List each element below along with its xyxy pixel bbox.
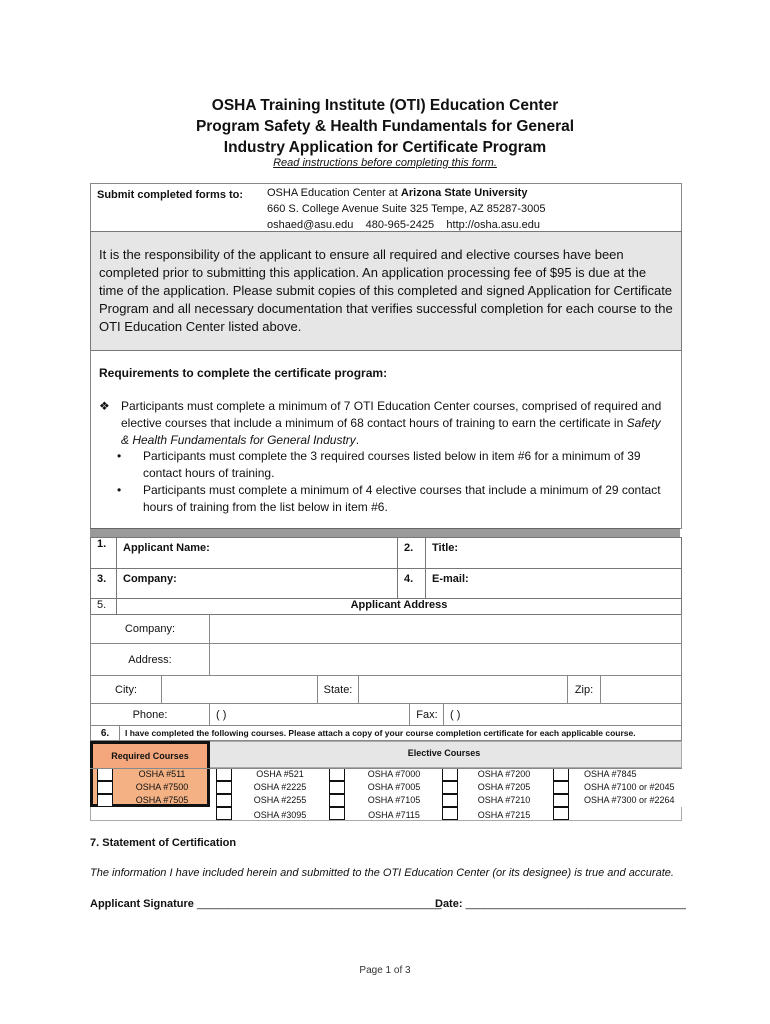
course-osha-2255: OSHA #2255 — [253, 795, 307, 805]
fax-label: Fax: — [411, 704, 444, 725]
university-name: Arizona State University — [400, 187, 528, 199]
submit-address — [267, 185, 545, 233]
certificate-name: Safety & Health Fundamentals for General Industry — [121, 416, 661, 447]
course-osha-7505: OSHA #7505 — [135, 795, 189, 805]
courses-grid-line — [90, 768, 682, 769]
phone-label: Phone: — [91, 704, 210, 725]
city-input[interactable] — [162, 676, 318, 703]
title-line-3: Industry Application for Certificate Program — [223, 139, 547, 156]
address-street-label: Address: — [91, 644, 210, 675]
requirement-main: ❖ Participants must complete a minimum of 7 OTI Education Center courses, comprised of required and elective courses that include a minimum of 68 contact hours of training to earn the certificate in Safety & Health Fundamentals for General Industry. — [99, 399, 662, 447]
city-label: City: — [91, 676, 162, 703]
checkbox-osha-7200[interactable] — [442, 768, 458, 781]
submit-label: Submit completed forms to: — [97, 189, 244, 201]
submit-to-section — [90, 183, 682, 232]
notice-text: It is the responsibility of the applicant to ensure all required and elective courses have been completed prior to submitting this application. An application processing fee of $95 is due at the time of the application. Please submit copies of this completed and signed Application for Certificate Program and all necessary documentation that verifies successful completion for each course to the OTI Education Center listed above. — [99, 247, 673, 334]
requirement-sub-2: • Participants must complete a minimum of 4 elective courses that include a minimum of 29 contact hours of training from the list below in item #6. — [117, 483, 661, 514]
address-city-row — [90, 676, 682, 704]
address-street-input[interactable] — [210, 644, 681, 675]
form-title — [0, 95, 770, 158]
item-number-6: 6. — [91, 726, 120, 740]
checkbox-osha-7505[interactable] — [97, 794, 113, 807]
courses-grid-bottom — [90, 807, 682, 821]
course-osha-7210: OSHA #7210 — [477, 795, 531, 805]
title-field[interactable]: Title: — [426, 538, 682, 569]
state-label: State: — [318, 676, 359, 703]
center-name: OSHA Education Center at — [267, 187, 401, 199]
courses-instruction: I have completed the following courses. Please attach a copy of your course completion certificate for each applicable course. — [125, 728, 636, 738]
checkbox-osha-7210[interactable] — [442, 794, 458, 807]
course-osha-7205: OSHA #7205 — [477, 782, 531, 792]
course-osha-7300-2264: OSHA #7300 or #2264 — [584, 795, 675, 805]
item-6-row — [90, 726, 682, 741]
address-company-row — [90, 614, 682, 644]
course-osha-7500: OSHA #7500 — [135, 782, 189, 792]
date-field[interactable]: Date: ____________________________________ — [435, 898, 686, 910]
course-osha-7100-2045: OSHA #7100 or #2045 — [584, 782, 675, 792]
applicant-info-table — [90, 537, 682, 615]
checkbox-osha-7000[interactable] — [329, 768, 345, 781]
contact-phone: 480-965-2425 — [365, 219, 435, 231]
responsibility-notice — [90, 231, 682, 351]
checkbox-osha-7005[interactable] — [329, 781, 345, 794]
phone-fax-row — [90, 704, 682, 726]
course-osha-7215: OSHA #7215 — [477, 810, 531, 820]
course-osha-2225: OSHA #2225 — [253, 782, 307, 792]
required-courses-header: Required Courses — [93, 744, 207, 768]
instructions-note: Read instructions before completing this form. — [273, 157, 497, 169]
zip-input[interactable] — [601, 676, 681, 703]
email-field[interactable]: E-mail: — [426, 569, 682, 599]
zip-label: Zip: — [568, 676, 601, 703]
address-company-input[interactable] — [210, 614, 681, 643]
requirement-sub-1: • Participants must complete the 3 required courses listed below in item #6 for a minimum of 39 contact hours of training. — [117, 449, 641, 480]
requirements-heading: Requirements to complete the certificate program: — [99, 366, 388, 380]
state-input[interactable] — [359, 676, 568, 703]
item-number-4: 4. — [398, 569, 426, 599]
checkbox-osha-2225[interactable] — [216, 781, 232, 794]
checkbox-osha-521[interactable] — [216, 768, 232, 781]
course-osha-7105: OSHA #7105 — [367, 795, 421, 805]
checkbox-osha-7845[interactable] — [553, 768, 569, 781]
title-line-2: Program Safety & Health Fundamentals for General — [195, 118, 575, 135]
course-osha-7115: OSHA #7115 — [368, 810, 420, 820]
applicant-name-field[interactable]: Applicant Name: — [117, 538, 398, 569]
checkbox-osha-511[interactable] — [97, 768, 113, 781]
checkbox-osha-7500[interactable] — [97, 781, 113, 794]
course-osha-511: OSHA #511 — [138, 769, 186, 779]
signature-field[interactable]: Applicant Signature ________________________________________ — [90, 898, 442, 910]
phone-input[interactable]: ( ) — [210, 704, 410, 725]
checkbox-osha-7105[interactable] — [329, 794, 345, 807]
item-number-2: 2. — [398, 538, 426, 569]
requirements-section — [90, 350, 682, 529]
address-street-row — [90, 644, 682, 676]
course-osha-521: OSHA #521 — [256, 769, 304, 779]
certification-statement: The information I have included herein and submitted to the OTI Education Center (or its designee) is true and accurate. — [90, 867, 674, 879]
certification-heading: 7. Statement of Certification — [90, 837, 237, 849]
website-link[interactable]: http://osha.asu.edu — [446, 219, 540, 231]
bullet-icon: • — [117, 449, 122, 463]
item-number-3: 3. — [91, 569, 117, 599]
checkbox-osha-7100-2045[interactable] — [553, 781, 569, 794]
checkbox-osha-7300-2264[interactable] — [553, 794, 569, 807]
title-line-1: OSHA Training Institute (OTI) Education Center — [211, 97, 559, 114]
course-osha-7200: OSHA #7200 — [477, 769, 531, 779]
item-number-1: 1. — [91, 538, 117, 569]
course-osha-7005: OSHA #7005 — [367, 782, 421, 792]
street-address: 660 S. College Avenue Suite 325 Tempe, AZ 85287-3005 — [267, 203, 546, 215]
checkbox-osha-2255[interactable] — [216, 794, 232, 807]
checkbox-osha-7205[interactable] — [442, 781, 458, 794]
fax-input[interactable]: ( ) — [450, 708, 461, 721]
course-osha-7845: OSHA #7845 — [584, 769, 637, 779]
course-osha-7000: OSHA #7000 — [367, 769, 421, 779]
company-field[interactable]: Company: — [117, 569, 398, 599]
elective-courses-header: Elective Courses — [407, 748, 481, 758]
applicant-address-heading: Applicant Address — [117, 599, 682, 615]
contact-email[interactable]: oshaed@asu.edu — [267, 219, 354, 231]
item-number-5: 5. — [91, 599, 117, 615]
page-number: Page 1 of 3 — [359, 965, 411, 976]
bullet-icon: • — [117, 483, 122, 497]
diamond-bullet-icon: ❖ — [99, 399, 110, 413]
address-company-label: Company: — [91, 614, 210, 643]
course-osha-3095: OSHA #3095 — [253, 810, 307, 820]
